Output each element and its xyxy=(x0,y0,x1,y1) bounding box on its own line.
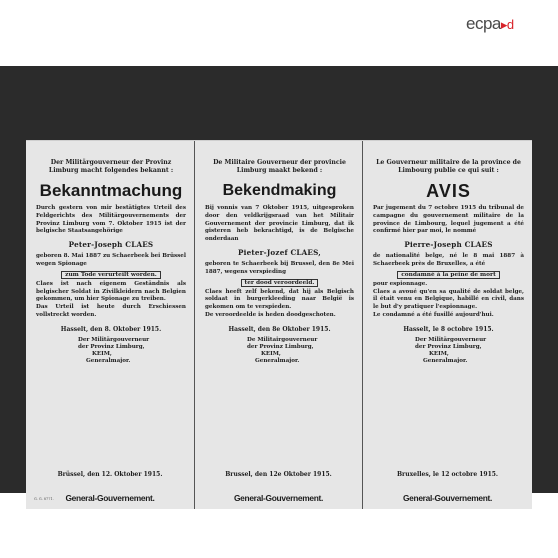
ecpad-logo xyxy=(466,14,546,36)
signature-line-2: der Provinz Limburg, xyxy=(247,343,314,350)
condemned-name: Peter-Joseph CLAES xyxy=(68,240,154,250)
paragraph-1: Bij vonnis van 7 Oktober 1915, uitgesproken door den veldkrijgsraad van het Militair Gouvernement der provincie Limburg, dat ik gisteren heb bekrachtigd, is de Belgische onderdaan xyxy=(205,205,354,243)
footer-authority: General-Gouvernement. xyxy=(233,493,324,503)
paragraph-2: de nationalité belge, né le 8 mai 1887 à Schaerbeek près de Bruxelles, a été xyxy=(373,253,524,267)
paragraph-3: Claes ist nach eigenem Geständnis als belgischer Soldat in Zivilkleidern nach Belgien gekommen, um hier Spionage zu treiben. xyxy=(36,280,186,303)
sentence-box: condamné à la peine de mort xyxy=(373,272,524,278)
column-german xyxy=(26,141,194,509)
condemned-name: Pierre-Joseph CLAES xyxy=(404,240,493,250)
signature-rank: Generalmajor. xyxy=(423,357,468,364)
poster-heading: Bekanntmachung xyxy=(39,181,183,200)
logo-mark: ▸d xyxy=(500,17,514,32)
footer-authority: General-Gouvernement. xyxy=(65,493,155,503)
intro-text: Der Militärgouverneur der Provinz Limburg macht folgendes bekannt : xyxy=(48,159,174,174)
sentence-box: zum Tode verurteilt worden. xyxy=(36,272,186,278)
footer-authority: General-Gouvernement. xyxy=(402,493,493,503)
column-french xyxy=(362,141,532,509)
signature-name: KEIM, xyxy=(92,350,112,357)
paragraph-2: geboren te Schaerbeek bij Brussel, den 8e Mei 1887, wegens verspieding xyxy=(205,260,354,275)
place-date: Hasselt, den 8e Oktober 1915. xyxy=(228,325,331,333)
column-dutch xyxy=(194,141,362,509)
poster-heading: Bekendmaking xyxy=(222,182,337,199)
publication-date: Bruxelles, le 12 octobre 1915. xyxy=(396,471,499,478)
poster-sheet xyxy=(26,140,532,509)
signature-line-1: De Militairgouverneur xyxy=(247,336,318,343)
paragraph-2: geboren 8. Mai 1887 zu Schaerbeek bei Brüssel wegen Spionage xyxy=(36,253,186,267)
place-date: Hasselt, den 8. Oktober 1915. xyxy=(60,325,162,333)
poster-photo xyxy=(0,66,558,503)
signature-block xyxy=(415,337,524,365)
signature-line-1: Der Militärgouverneur xyxy=(78,336,150,343)
sentence-box: ter dood veroordeeld. xyxy=(205,280,354,286)
place-date: Hasselt, le 8 octobre 1915. xyxy=(403,325,494,333)
paragraph-3: Claes heeft zelf bekend, dat hij als Belgisch soldaat in burgerkleeding naar België is gekomen om te verspieden. xyxy=(205,288,354,311)
signature-line-1: Der Militärgouverneur xyxy=(415,336,487,343)
signature-rank: Generalmajor. xyxy=(255,357,300,364)
signature-block xyxy=(78,337,186,365)
intro-text: De Militaire Gouverneur der provincie Limburg maakt bekend : xyxy=(213,159,346,174)
signature-name: KEIM, xyxy=(429,350,449,357)
paragraph-4: De veroordeelde is heden doodgeschoten. xyxy=(205,311,336,318)
paragraph-4: Le condamné a été fusillé aujourd'hui. xyxy=(373,311,494,318)
signature-line-2: der Provinz Limburg, xyxy=(415,343,482,350)
intro-text: Le Gouverneur militaire de la province de Limbourg publie ce qui suit : xyxy=(376,159,521,174)
paragraph-1: Durch gestern von mir bestätigtes Urteil des Feldgerichts des Militärgouvernements der Provinz Limburg vom 7. Oktober 1915 ist der belgische Staatsangehörige xyxy=(36,205,186,235)
signature-rank: Generalmajor. xyxy=(86,357,131,364)
condemned-name: Pieter-Jozef CLAES, xyxy=(238,247,321,257)
signature-block xyxy=(247,337,354,365)
paragraph-2b: pour espionnage. xyxy=(373,280,428,287)
paragraph-1: Par jugement du 7 octobre 1915 du tribunal de campagne du gouvernement militaire de la province de Limbourg, lequel jugement a été confirmé hier par moi, le nommé xyxy=(373,205,524,235)
publication-date: Brussel, den 12e Oktober 1915. xyxy=(225,471,332,478)
publication-date: Brüssel, den 12. Oktober 1915. xyxy=(57,471,163,478)
poster-heading: AVIS xyxy=(426,181,471,201)
paragraph-4: Das Urteil ist heute durch Erschiessen vollstreckt worden. xyxy=(36,304,186,318)
print-code: G. G. 8771. xyxy=(34,497,54,501)
signature-name: KEIM, xyxy=(261,350,281,357)
signature-line-2: der Provinz Limburg, xyxy=(78,343,145,350)
paragraph-3: Claes a avoué qu'en sa qualité de soldat belge, il était venu en Belgique, habillé en civil, dans le but d'y pratiquer l'espionnage. xyxy=(373,288,524,311)
logo-text: ecpa xyxy=(466,14,501,33)
